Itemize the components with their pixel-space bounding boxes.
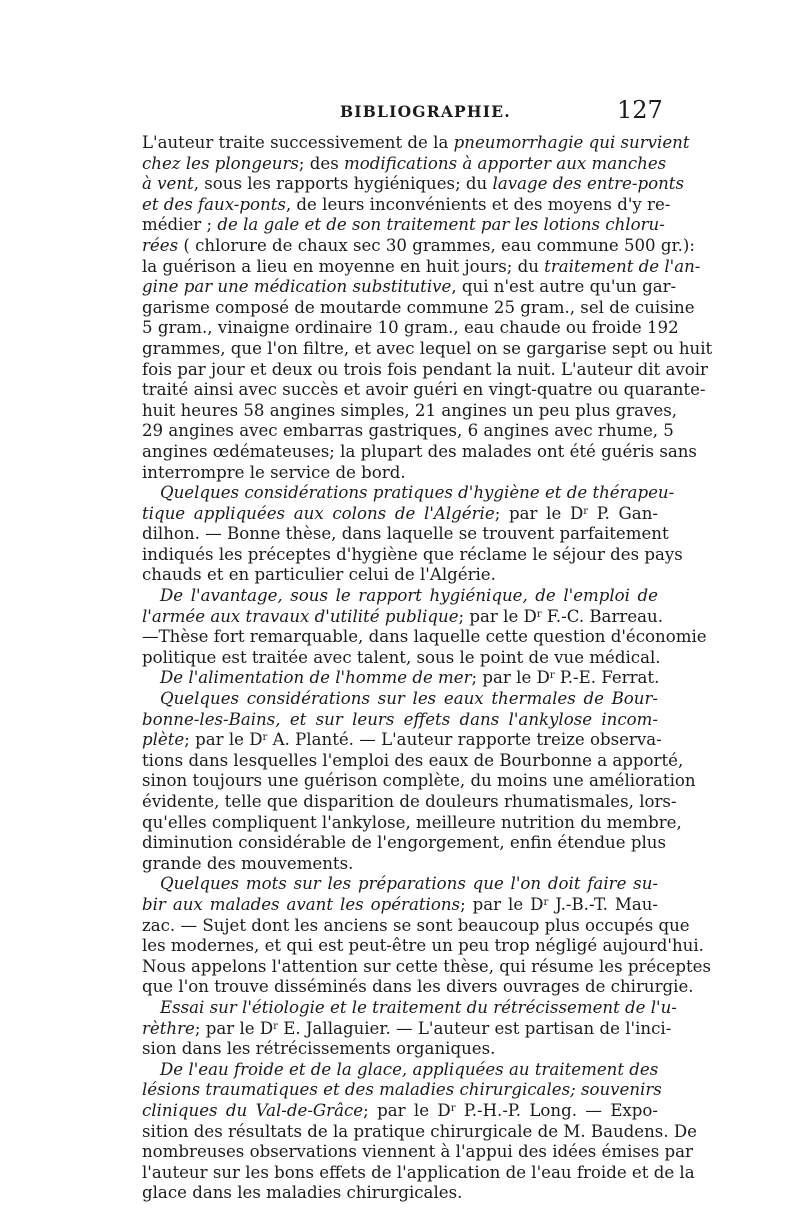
text-run: politique est traitée avec talent, sous le point de vue médical.	[142, 647, 661, 667]
text-run: fois par jour et deux ou trois fois pendant la nuit. L'auteur dit avoir	[142, 359, 708, 379]
text-line	[142, 318, 679, 339]
text-line	[142, 463, 658, 484]
text-run: la guérison a lieu en moyenne en huit jours; du	[142, 256, 545, 276]
text-run: sion dans les rétrécissements organiques.	[142, 1039, 496, 1059]
text-run: ; par le D	[471, 668, 550, 688]
text-run: , de leurs inconvénients et des moyens d'y re-	[285, 194, 671, 214]
italic-title: modifications à apporter aux manches	[344, 153, 667, 173]
text-run: diminution considérable de l'engorgement, enfin étendue plus	[142, 833, 666, 853]
italic-title: rées	[142, 235, 179, 255]
italic-title: de la gale et de son traitement par les lotions chloru-	[217, 215, 665, 235]
text-line	[142, 1162, 695, 1184]
text-line	[142, 441, 697, 463]
text-run: P.-H.-P. Long. — Expo-	[455, 1100, 659, 1120]
text-run: chauds et en particulier celui de l'Algérie.	[142, 565, 496, 585]
text-line	[142, 668, 658, 689]
italic-title: cliniques du Val-de-Grâce	[142, 1100, 364, 1120]
text-line	[142, 1060, 658, 1081]
italic-title: tique appliquées aux colons de l'Algérie	[142, 503, 495, 523]
italic-title: bonne-les-Bains, et sur leurs effets dans l'ankylose incom-	[142, 709, 658, 729]
text-run: ; des	[298, 153, 345, 173]
text-run: sition des résultats de la pratique chirurgicale de M. Baudens. De	[142, 1121, 697, 1141]
text-run: —Thèse fort remarquable, dans laquelle cette question d'économie	[142, 627, 707, 647]
text-run: A. Planté. — L'auteur rapporte treize observa-	[267, 730, 662, 750]
text-line	[142, 544, 683, 566]
text-run: glace dans les maladies chirurgicales.	[142, 1183, 463, 1203]
text-run: ; par le D	[194, 1018, 274, 1038]
text-line	[142, 689, 658, 710]
superscript: r	[549, 670, 555, 682]
text-run: garisme composé de moutarde commune 25 gram., sel de cuisine	[142, 297, 695, 317]
text-run: ; par le D	[184, 730, 263, 750]
text-run: F.-C. Barreau.	[541, 606, 663, 626]
text-line	[142, 277, 677, 298]
text-run: tions dans lesquelles l'emploi des eaux de Bourbonne a apporté,	[142, 750, 684, 770]
text-line	[142, 915, 690, 937]
italic-title: l'armée aux travaux d'utilité publique	[142, 606, 459, 626]
text-line	[142, 750, 684, 772]
text-line	[142, 854, 658, 875]
text-line	[142, 483, 675, 504]
text-run: traité ainsi avec succès et avoir guéri en vingt-quatre ou quarante-	[142, 380, 706, 400]
text-run: , sous les rapports hygiéniques; du	[193, 174, 493, 194]
text-line	[142, 792, 677, 813]
italic-title: gine par une médication substitutive	[142, 277, 452, 297]
text-line	[142, 1080, 662, 1101]
superscript: r	[536, 608, 542, 620]
text-run: J.-B.-T. Mau-	[548, 894, 659, 914]
text-run: ; par le D	[460, 894, 544, 914]
text-line	[142, 359, 708, 381]
text-line	[142, 338, 713, 360]
text-run: huit heures 58 angines simples, 21 angines un peu plus graves,	[142, 400, 678, 420]
text-run: les modernes, et qui est peut-être un peu trop négligé aujourd'hui.	[142, 936, 704, 956]
text-line	[142, 1183, 658, 1204]
text-line	[142, 771, 696, 792]
italic-title: et des faux-ponts	[142, 194, 286, 214]
superscript: r	[273, 1020, 278, 1032]
text-line	[142, 297, 695, 319]
text-line	[142, 874, 658, 895]
superscript: r	[583, 505, 589, 517]
italic-title: De l'avantage, sous le rapport hygiénique, de l'emploi de	[160, 586, 658, 606]
italic-title: à vent	[142, 174, 194, 194]
text-run: ; par le D	[494, 503, 584, 523]
page-number: 127	[617, 96, 663, 124]
text-line	[142, 586, 658, 607]
italic-title: chez les plongeurs	[142, 153, 299, 173]
text-line	[142, 256, 701, 278]
italic-title: Quelques mots sur les préparations que l'on doit faire su-	[160, 874, 658, 894]
text-run: ( chlorure de chaux sec 30 grammes, eau commune 500 gr.):	[178, 235, 695, 255]
italic-title: traitement de l'an-	[544, 256, 701, 276]
text-run: , qui n'est autre qu'un gar-	[451, 277, 677, 297]
text-line	[142, 215, 665, 236]
text-line	[142, 895, 658, 916]
text-line	[142, 936, 704, 957]
text-line	[142, 1142, 693, 1163]
text-run: 5 gram., vinaigne ordinaire 10 gram., eau chaude ou froide 192	[142, 318, 679, 338]
italic-title: Essai sur l'étiologie et le traitement du rétrécissement de l'u-	[160, 997, 677, 1017]
text-line	[142, 400, 678, 422]
text-line	[142, 174, 684, 195]
text-run: zac. — Sujet dont les anciens se sont beaucoup plus occupés que	[142, 915, 690, 935]
text-line	[142, 1121, 697, 1143]
italic-title: pneumorrhagie qui survient	[453, 133, 690, 152]
text-line	[142, 812, 682, 834]
text-run: grande des mouvements.	[142, 853, 354, 873]
bibliography-text	[142, 133, 713, 1204]
text-line	[142, 977, 694, 998]
text-line	[142, 235, 695, 257]
text-run: que l'on trouve disséminés dans les divers ouvrages de chirurgie.	[142, 977, 694, 997]
text-run: interrompre le service de bord.	[142, 462, 406, 482]
text-run: indiqués les préceptes d'hygiène que réclame le séjour des pays	[142, 544, 683, 564]
italic-title: bir aux malades avant les opérations	[142, 894, 461, 914]
text-run: qu'elles compliquent l'ankylose, meilleure nutrition du membre,	[142, 812, 682, 832]
italic-title: Quelques considérations sur les eaux thermales de Bour-	[160, 689, 658, 709]
text-run: évidente, telle que disparition de douleurs rhumatismales, lors-	[142, 792, 677, 811]
text-line	[142, 956, 711, 978]
superscript: r	[450, 1102, 456, 1114]
text-run: Nous appelons l'attention sur cette thèse, qui résume les préceptes	[142, 956, 711, 976]
text-run: sinon toujours une guérison complète, du moins une amélioration	[142, 771, 696, 791]
text-line	[142, 421, 674, 442]
text-line	[142, 133, 690, 154]
running-head: BIBLIOGRAPHIE.	[340, 102, 511, 121]
text-run: grammes, que l'on filtre, et avec lequel on se gargarise sept ou huit	[142, 338, 713, 358]
text-line	[142, 710, 658, 731]
text-run: 29 angines avec embarras gastriques, 6 angines avec rhume, 5	[142, 421, 674, 441]
text-line	[142, 997, 677, 1019]
text-run: angines œdémateuses; la plupart des malades ont été guéris sans	[142, 441, 697, 461]
text-line	[142, 524, 669, 545]
text-line	[142, 1039, 658, 1060]
italic-title: lésions traumatiques et des maladies chirurgicales; souvenirs	[142, 1080, 662, 1100]
text-run: L'auteur traite successivement de la	[142, 133, 454, 152]
text-line	[142, 1018, 672, 1040]
text-line	[142, 1101, 658, 1122]
text-run: dilhon. — Bonne thèse, dans laquelle se trouvent parfaitement	[142, 524, 669, 544]
text-line	[142, 647, 661, 669]
text-run: ; par le D	[458, 606, 537, 626]
text-run: nombreuses observations viennent à l'appui des idées émises par	[142, 1142, 693, 1162]
text-run: E. Jallaguier. — L'auteur est partisan de l'inci-	[277, 1018, 672, 1038]
italic-title: lavage des entre-ponts	[492, 174, 684, 194]
italic-title: De l'eau froide et de la glace, appliquées au traitement des	[160, 1059, 659, 1079]
text-run: médier ;	[142, 215, 218, 235]
italic-title: De l'alimentation de l'homme de mer	[160, 668, 472, 688]
text-line	[142, 380, 706, 401]
text-run: ; par le D	[363, 1100, 451, 1120]
superscript: r	[543, 896, 549, 908]
superscript: r	[262, 732, 268, 744]
text-line	[142, 565, 658, 586]
text-line	[142, 833, 666, 854]
text-line	[142, 504, 658, 525]
text-run: P.-E. Ferrat.	[554, 668, 660, 688]
text-line	[142, 153, 667, 175]
text-line	[142, 627, 707, 648]
text-line	[142, 606, 663, 628]
text-line	[142, 194, 671, 216]
italic-title: rèthre	[142, 1018, 195, 1038]
text-run: P. Gan-	[588, 503, 658, 523]
italic-title: plète	[142, 730, 185, 750]
text-line	[142, 730, 662, 751]
text-run: l'auteur sur les bons effets de l'application de l'eau froide et de la	[142, 1162, 695, 1182]
italic-title: Quelques considérations pratiques d'hygiène et de thérapeu-	[160, 483, 675, 503]
